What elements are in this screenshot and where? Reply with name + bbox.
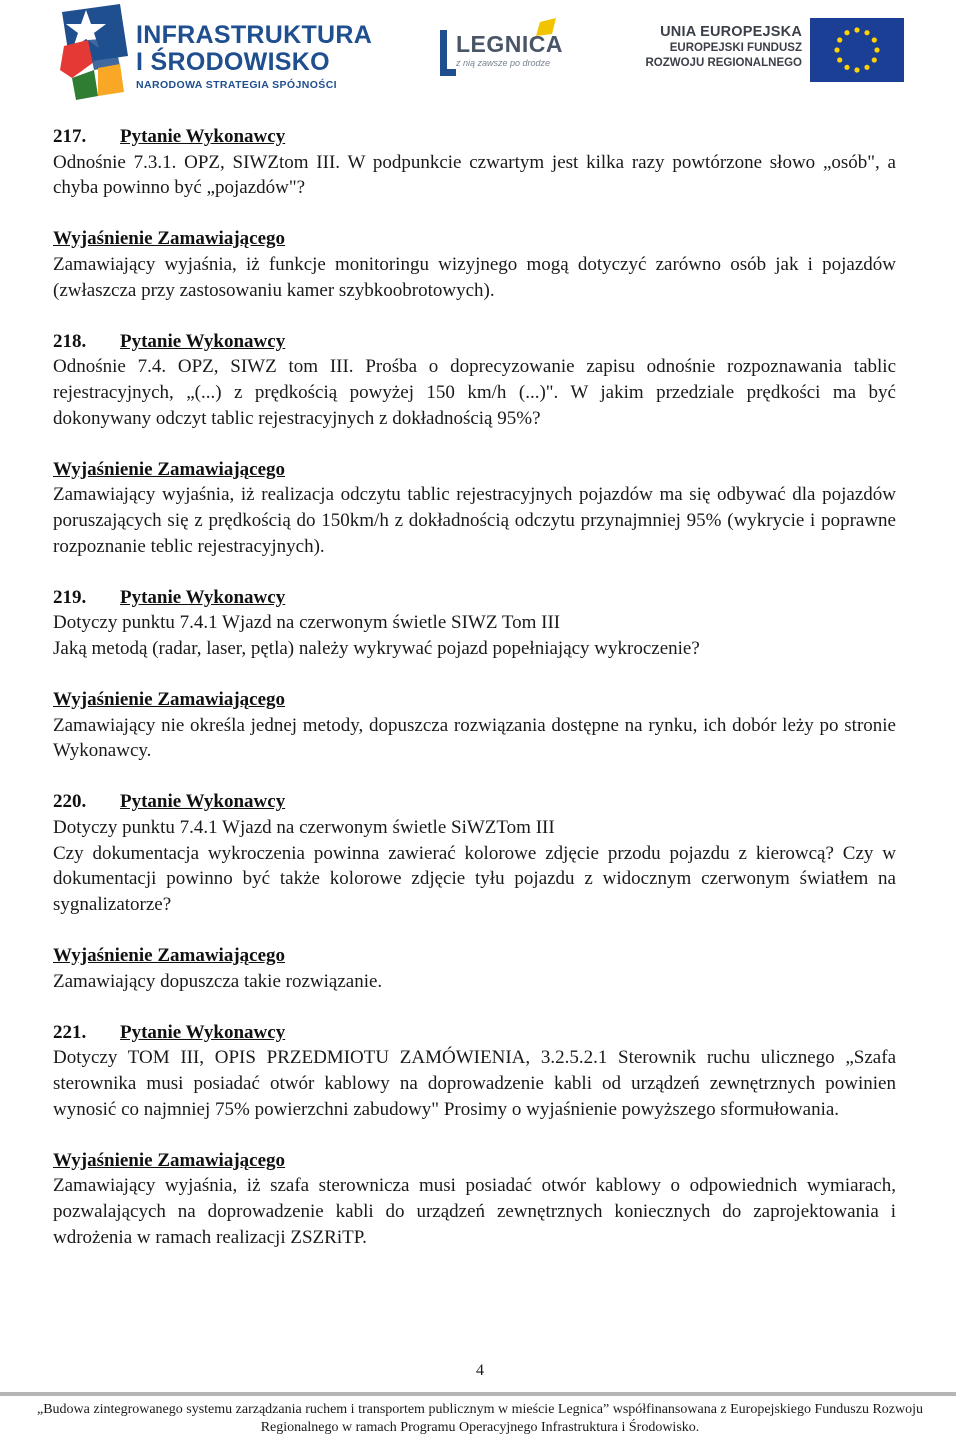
question-number: 217.	[53, 126, 87, 147]
answer-heading: Wyjaśnienie Zamawiającego	[53, 458, 286, 480]
infrastruktura-logo-text	[136, 22, 372, 91]
footer-line2: Regionalnego w ramach Programu Operacyjnego Infrastruktura i Środowisko.	[260, 1420, 700, 1435]
question-heading-label: Pytanie Wykonawcy	[120, 791, 286, 813]
eu-flag-icon	[810, 18, 904, 82]
question-heading	[53, 585, 896, 611]
question-heading	[53, 1020, 896, 1046]
answer-heading: Wyjaśnienie Zamawiającego	[53, 689, 286, 711]
question-text: Dotyczy punktu 7.4.1 Wjazd na czerwonym świetle SiWZTom III Czy dokumentacja wykroczenia powinna zawierać kolorowe zdjęcie przodu pojazdu z kierowcą? Czy w dokumentacji powinno być także kolorowe zdjęcie tyłu pojazdu z widocznym czerwonym światłem na sygnalizatorze?	[53, 817, 896, 915]
question-heading-label: Pytanie Wykonawcy	[120, 126, 286, 147]
answer-text: Zamawiający wyjaśnia, iż realizacja odczytu tablic rejestracyjnych pojazdów ma się odbywać dla pojazdów poruszających się z prędkością do 150km/h z dokładnością odczytu przynajmniej 95% (wykrycie i poprawne rozpoznanie teblic rejestracyjnych).	[53, 484, 896, 557]
answer-text: Zamawiający dopuszcza takie rozwiązanie.	[53, 970, 383, 992]
question-heading-label: Pytanie Wykonawcy	[120, 1021, 286, 1043]
footer-divider	[0, 1392, 956, 1396]
answer-heading: Wyjaśnienie Zamawiającego	[53, 1149, 286, 1171]
eu-logo-text	[640, 24, 802, 70]
qa-item-217	[53, 124, 896, 303]
legnica-logo-tagline: z nią zawsze po drodze	[456, 58, 551, 68]
qa-item-220	[53, 789, 896, 994]
answer-heading: Wyjaśnienie Zamawiającego	[53, 945, 286, 966]
eu-logo-line3: ROZWOJU REGIONALNEGO	[645, 56, 802, 69]
question-number: 219.	[53, 586, 87, 608]
question-heading	[53, 789, 896, 815]
qa-item-219	[53, 585, 896, 764]
legnica-logo-name: LEGNICA	[456, 31, 563, 57]
answer-heading: Wyjaśnienie Zamawiającego	[53, 228, 286, 250]
infrastruktura-logo-line2: I ŚRODOWISKO	[136, 48, 330, 76]
question-text: Dotyczy TOM III, OPIS PRZEDMIOTU ZAMÓWIENIA, 3.2.5.2.1 Sterownik ruchu ulicznego „Szafa sterownika musi posiadać otwór kablowy na doprowadzenie kabli od urządzeń zewnętrznych powinien wynosić co najmniej 75% powierzchni zabudowy" Prosimy o wyjaśnienie powyższego sformułowania.	[53, 1047, 896, 1120]
eu-logo-line1: UNIA EUROPEJSKA	[660, 24, 802, 40]
document-body	[53, 124, 896, 1276]
answer-text: Zamawiający wyjaśnia, iż funkcje monitoringu wizyjnego mogą dotyczyć zarówno osób jak i pojazdów (zwłaszcza przy zastosowaniu kamer szybkoobrotowych).	[53, 253, 896, 301]
question-text: Odnośnie 7.3.1. OPZ, SIWZtom III. W podpunkcie czwartym jest kilka razy powtórzone słowo „osób", a chyba powinno być „pojazdów"?	[53, 151, 896, 199]
question-heading-label: Pytanie Wykonawcy	[120, 330, 286, 352]
question-heading	[53, 124, 896, 150]
question-heading	[53, 329, 896, 355]
question-text: Dotyczy punktu 7.4.1 Wjazd na czerwonym świetle SIWZ Tom III Jaką metodą (radar, laser, pętla) należy wykrywać pojazd popełniający wykroczenie?	[53, 612, 700, 659]
question-number: 221.	[53, 1021, 87, 1043]
question-text: Odnośnie 7.4. OPZ, SIWZ tom III. Prośba o doprecyzowanie zapisu odnośnie rozpoznawania tablic rejestracyjnych, „(...) z prędkością powyżej 150 km/h (...)". W jakim przedziale prędkości ma być dokonywany odczyt tablic rejestracyjnych z dokładnością 95%?	[53, 356, 896, 429]
answer-text: Zamawiający wyjaśnia, iż szafa sterownicza musi posiadać otwór kablowy o odpowiednich wymiarach, pozwalających na doprowadzenie kabli do urządzeń zewnętrznych koniecznych do zaprojektowania i wdrożenia w ramach realizacji ZSZRiTP.	[53, 1175, 896, 1248]
footer-line1: „Budowa zintegrowanego systemu zarządzania ruchem i transportem publicznym w mieście Legnica” współfinansowana z Europejskiego Funduszu Rozwoju	[36, 1402, 923, 1417]
page-number: 4	[476, 1362, 484, 1379]
question-number: 220.	[53, 791, 87, 813]
infrastruktura-logo-line1: INFRASTRUKTURA	[136, 21, 373, 49]
infrastruktura-logo-line3: NARODOWA STRATEGIA SPÓJNOŚCI	[136, 79, 337, 91]
qa-item-221	[53, 1020, 896, 1250]
page-header	[0, 0, 960, 110]
question-number: 218.	[53, 330, 87, 352]
infrastruktura-star-logo-icon	[58, 4, 134, 100]
eu-logo-line2: EUROPEJSKI FUNDUSZ	[669, 42, 802, 54]
answer-text: Zamawiający nie określa jednej metody, dopuszcza rozwiązania dostępne na rynku, ich dobór leży po stronie Wykonawcy.	[53, 714, 896, 762]
qa-item-218	[53, 329, 896, 559]
footer-text	[4, 1401, 956, 1437]
question-heading-label: Pytanie Wykonawcy	[120, 586, 286, 608]
